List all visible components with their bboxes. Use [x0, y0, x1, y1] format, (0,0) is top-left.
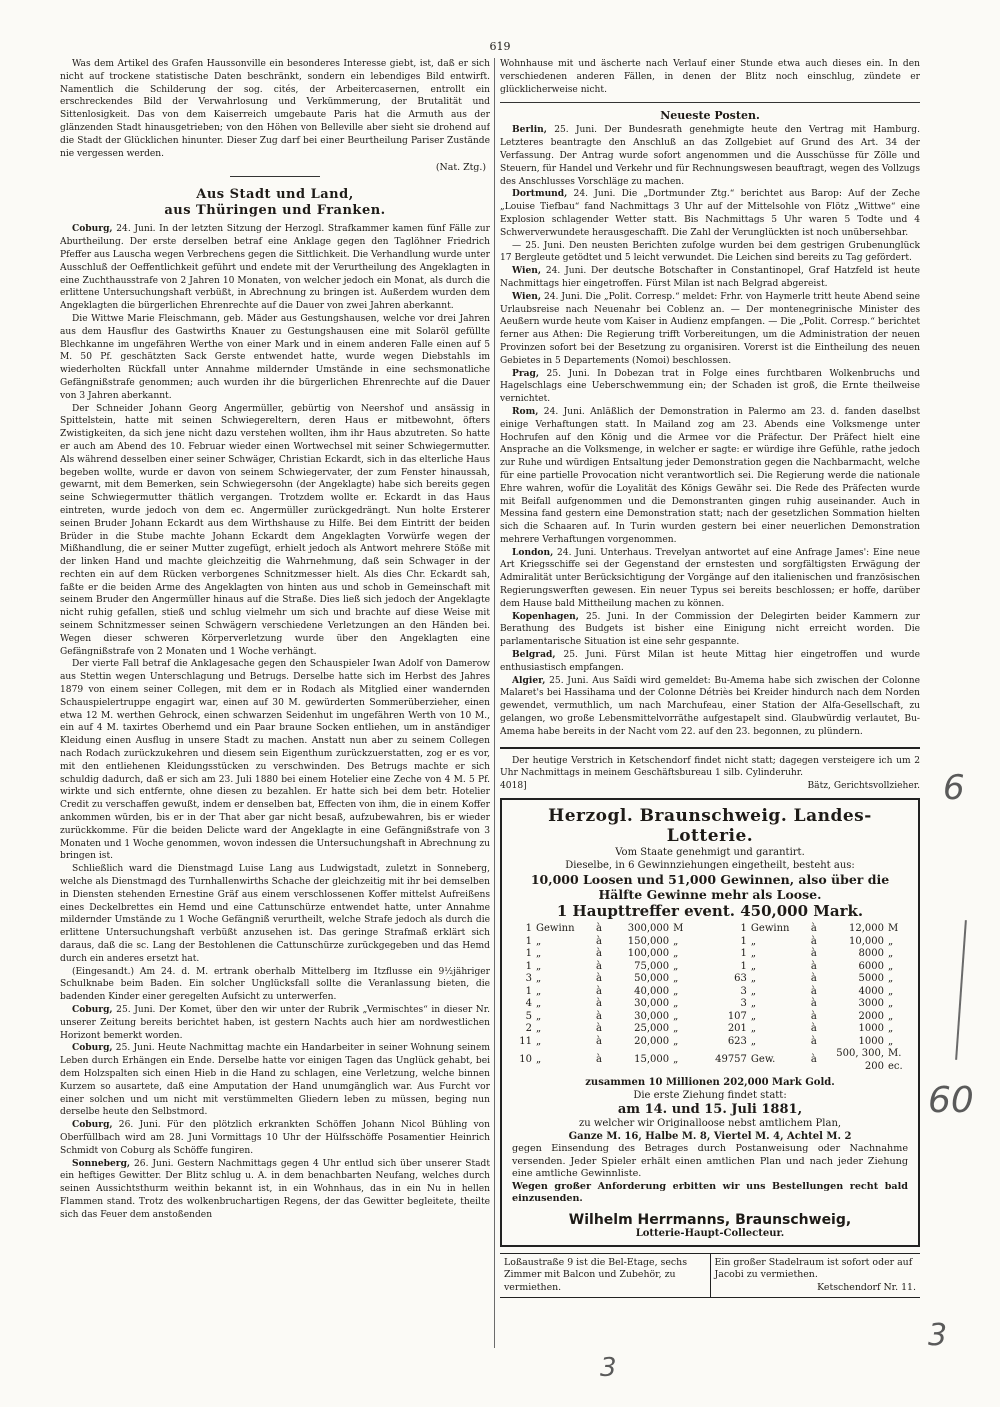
news-item: Kopenhagen, 25. Juni. In der Commission der Delegirten beider Kammern zur Berathung des Budgets ist bisher eine Einigung nicht erreicht worden. Die parlamentarische Situation ist eine sehr gespannte.: [500, 610, 920, 648]
dateline: Dortmund,: [512, 188, 568, 200]
prize-count: 49757: [715, 1054, 747, 1066]
prize-label: „: [536, 1054, 542, 1066]
news-item: Belgrad, 25. Juni. Fürst Milan ist heute Mittag hier eingetroffen und wurde enthusiastisch empfangen.: [500, 649, 920, 673]
prize-label: „: [750, 960, 757, 972]
prize-amount: 300,000: [627, 923, 670, 935]
article-paragraph: Die Wittwe Marie Fleischmann, geb. Mäder aus Gestungshausen, welche vor drei Jahren aus dem Hausflur des Gastwirths Knauer zu Gestungshausen eine mit Solaröl gefüllte Blechkanne im ungefähren Werthe von einer Mark und in einem anderen Falle einen auf 5 M. 50 Pf. geschätzten Sack Gerste entwendet hatte, wurde wegen Diebstahls im wiederholten Rückfall unter Annahme mildernder Umstände in eine sechsmonatliche Gefängnißstrafe genommen; auch wurden ihr die bürgerlichen Ehrenrechte auf die Dauer von 3 Jahren aberkannt.: [60, 313, 490, 401]
prize-count: 1: [525, 985, 532, 997]
news-item: Berlin, 25. Juni. Der Bundesrath genehmigte heute den Vertrag mit Hamburg. Letzteres beantragte den Anschluß an das Zollgebiet auf Grund des Art. 34 der Verfassung. Der Antrag wurde sofort angenommen und die Ausschüsse für Zölle und Steuern, für Handel und Verkehr und für Rechnungswesen beauftragt, wegen des Vollzugs des Anschlusses Vorschläge zu machen.: [500, 124, 920, 187]
separator: [230, 176, 320, 177]
lottery-headline: Hälfte Gewinne mehr als Loose.: [598, 887, 822, 903]
news-item: Coburg, 26. Juni. Für den plötzlich erkrankten Schöffen Johann Nicol Bühling von Oberfüllbach wird am 28. Juni Vormittags 10 Uhr der Hülfsschöffe Posamentier Heinrich Schmidt von Coburg als Schöffe fungiren.: [60, 1119, 490, 1156]
prize-unit: „: [673, 935, 679, 947]
prize-gap: [693, 961, 713, 974]
news-item: Coburg, 25. Juni. Heute Nachmittag machte ein Handarbeiter in seiner Wohnung seinem Leben durch Erhängen ein Ende. Derselbe hatte vor einigen Tagen das Unglück gehabt, bei dem Holzspalten sich einen Hieb in die Hand zu schlagen, eine Verletzung, welche binnen Kurzem so ausartete, daß eine Amputation der Hand unumgänglich war. Aus Furcht vor einer solchen und um nicht mit verstümmelten Gliedern leben zu müssen, beging nun derselbe heute den Selbstmord.: [60, 1042, 490, 1118]
prize-label: „: [536, 960, 542, 972]
prize-amount: 5000: [858, 973, 884, 985]
prize-prefix: à: [810, 960, 817, 972]
dateline: Coburg,: [72, 223, 113, 235]
prize-row: [512, 1023, 908, 1036]
prize-amount: 2000: [858, 1010, 884, 1022]
prize-count: 623: [727, 1035, 747, 1047]
prize-row: [512, 1011, 908, 1024]
prize-count: 11: [519, 1035, 532, 1047]
prize-row: [512, 961, 908, 974]
prize-prefix: à: [596, 998, 602, 1010]
news-item: Coburg, 24. Juni. In der letzten Sitzung der Herzogl. Strafkammer kamen fünf Fälle zur Aburtheilung. Der erste derselben betraf eine Anklage gegen den Taglöhner Friedrich Pfeffer aus Lauscha wegen Verbrechens gegen die Sittlichkeit. Die Verhandlung wurde unter Ausschluß der Oeffentlichkeit geführt und endete mit der Verurtheilung des Angeklagten in eine Zuchthausstrafe von 2 Jahren 10 Monaten, von welcher jedoch ein Monat, als durch die erlittene Untersuchungshaft verbüßt, in Abrechnung zu bringen ist. Außerdem wurden dem Angeklagten die bürgerlichen Ehrenrechte auf die Dauer von zwei Jahren aberkannt.: [60, 223, 490, 312]
prize-amount: 1000: [858, 1035, 884, 1047]
prize-unit: M: [888, 923, 899, 935]
prize-gap: [693, 948, 713, 961]
dateline: Rom,: [512, 405, 539, 417]
prize-count: 1: [525, 948, 532, 960]
prize-count: 4: [525, 998, 532, 1010]
dateline: Sonneberg,: [72, 1157, 131, 1169]
notice-reference: 4018]: [500, 781, 527, 792]
dateline: London,: [512, 546, 554, 558]
prize-amount: 50,000: [634, 973, 670, 985]
prize-unit: „: [888, 935, 894, 947]
prize-prefix: à: [596, 985, 602, 997]
prize-unit: „: [888, 998, 894, 1010]
news-item: Sonneberg, 26. Juni. Gestern Nachmittags gegen 4 Uhr entlud sich über unserer Stadt ein heftiges Gewitter. Der Blitz schlug u. A. in dem benachbarten Neufang, welches durch seinen Aussichtsthurm weithin bekannt ist, in ein Wohnhaus, das in ein Nu in hellen Flammen stand. Trotz des wolkenbruchartigen Regens, der das Gewitter begleitete, theilte sich das Feuer dem anstoßenden: [60, 1157, 490, 1220]
dateline: Coburg,: [72, 1042, 113, 1054]
prize-prefix: à: [596, 948, 602, 960]
article-paragraph: Schließlich ward die Dienstmagd Luise Lang aus Ludwigstadt, zuletzt in Sonneberg, welche als Dienstmagd des Turnhallenwirths Schache der gleichzeitig mit ihr bei demselben in Diensten stehenden Ernestine Gräf aus einem verschlossenen Koffer mittelst Aufreißens eines Deckelbrettes ein Hemd und eine Cattunschürze entwendet hatte, unter Annahme mildernder Umstände zu 1 Woche Gefängniß verurtheilt, welche Strafe jedoch als durch die erlittene Untersuchungshaft verbüßt anzusehen ist. Das geringe Strafmaß erklärt sich daraus, daß die sc. Lang der Bestohlenen die Cattunschürze zurückgegeben und das Hemd durch ein anderes ersetzt hat.: [60, 864, 490, 964]
dateline: Wien,: [512, 265, 542, 277]
prize-prefix: à: [810, 935, 817, 947]
prize-amount: 25,000: [634, 1023, 670, 1035]
prize-label: „: [750, 1035, 757, 1047]
prize-prefix: à: [810, 1054, 817, 1066]
prize-gap: [693, 1023, 713, 1036]
prize-label: „: [750, 998, 757, 1010]
news-item: Dortmund, 24. Juni. Die „Dortmunder Ztg.“ berichtet aus Barop: Auf der Zeche „Louise Tiefbau“ fand Nachmittags 3 Uhr auf der Mittelsohle von Flötz „Wittwe“ eine Explosion schlagender Wetter statt. Bis Nachmittags 5 Uhr waren 5 Todte und 4 Schwerverwundete herausgeschafft. Die Zahl der Verunglückten ist noch unübersehbar.: [500, 188, 920, 238]
prize-row: [512, 986, 908, 999]
prize-row: [512, 936, 908, 949]
prize-unit: M. ec.: [888, 1048, 903, 1072]
prize-count: 1: [525, 935, 532, 947]
prize-prefix: à: [596, 1035, 602, 1047]
dateline: Kopenhagen,: [512, 610, 579, 622]
handwritten-annotation: 60: [928, 1080, 974, 1121]
prize-gap: [693, 1036, 713, 1049]
classified-text: Loßaustraße 9 ist die Bel-Etage, sechs Zimmer mit Balcon und Zubehör, zu vermiethen.: [504, 1256, 688, 1293]
prize-prefix: à: [810, 923, 817, 935]
prize-unit: „: [888, 973, 894, 985]
news-item: Wien, 24. Juni. Die „Polit. Corresp.“ meldet: Frhr. von Haymerle tritt heute Abend seine Urlaubsreise nach Neuenahr bei Coblenz an. — Der montenegrinische Minister des Aeußern wurde heute vom Kaiser in Audienz empfangen. — Die „Polit. Corresp.“ berichtet ferner aus Athen: Die Regierung trifft Vorbereitungen, um die Administration der neuen Provinzen sofort bei der Besetzung zu organisiren. Vorerst ist die Eintheilung des neuen Gebietes in 5 Departements (Nomoi) beschlossen.: [500, 290, 920, 366]
left-column: [60, 58, 490, 1358]
prize-label: „: [750, 973, 757, 985]
prize-prefix: à: [596, 1054, 602, 1066]
prize-count: 3: [740, 998, 747, 1010]
prize-label: Gewinn: [750, 923, 790, 935]
prize-amount: 12,000: [849, 923, 884, 935]
prize-unit: M: [673, 923, 684, 935]
prize-amount: 30,000: [634, 998, 670, 1010]
lottery-intro: Dieselbe, in 6 Gewinnziehungen eingetheilt, besteht aus:: [565, 860, 855, 872]
prize-unit: „: [888, 1035, 894, 1047]
prize-label: „: [536, 973, 542, 985]
prize-label: Gew.: [750, 1054, 776, 1066]
prize-count: 3: [740, 985, 747, 997]
right-column: [500, 58, 920, 1358]
lottery-headline: 10,000 Loosen und 51,000 Gewinnen, also über die: [530, 872, 890, 888]
news-item: Rom, 24. Juni. Anläßlich der Demonstration in Palermo am 23. d. fanden daselbst einige Verhaftungen statt. In Mailand zog am 23. Abends eine Volksmenge unter Hochrufen auf den König und die Armee vor die Präfectur. Der Präfect hielt eine Ansprache an die Volksmenge, in welcher er sagte: er würdige ihre Gefühle, rathe jedoch zur Ruhe und würdigen Entsaltung jeder Demonstration gegen die Nachbarmacht, welche für eine partielle Provocation nicht verantwortlich sei. Die Regierung werde die nationale Ehre wahren, wofür die Loyalität des Königs Gewähr sei. Die Rede des Präfecten wurde mit Beifall aufgenommen und die Demonstranten gingen ruhig auseinander. Auch in Messina fand gestern eine Demonstration statt; nach der gesetzlichen Sommation hielten sich die Schaaren auf. In Turin wurden gestern bei einer neuerlichen Demonstration mehrere Verhaftungen vorgenommen.: [500, 405, 920, 545]
prize-amount: 4000: [858, 985, 884, 997]
prize-unit: „: [888, 948, 894, 960]
prize-prefix: à: [810, 1023, 817, 1035]
prize-label: „: [750, 1023, 757, 1035]
prize-prefix: à: [810, 998, 817, 1010]
prize-amount: 10,000: [849, 935, 884, 947]
prize-label: „: [536, 998, 542, 1010]
page-number: 619: [489, 40, 511, 53]
lottery-draw-dates: am 14. und 15. Juli 1881,: [617, 1102, 803, 1118]
news-item: Wien, 24. Juni. Der deutsche Botschafter in Constantinopel, Graf Hatzfeld ist heute Nachmittags hier eingetroffen. Fürst Milan ist nach Belgrad abgereist.: [500, 265, 920, 289]
prize-amount: 8000: [858, 948, 884, 960]
prize-count: 1: [740, 948, 747, 960]
prize-count: 201: [727, 1023, 747, 1035]
handwritten-annotation: 3: [928, 1318, 948, 1353]
prize-prefix: à: [596, 935, 602, 947]
dateline: Wien,: [512, 290, 542, 302]
prize-gap: [693, 986, 713, 999]
dateline: Prag,: [512, 367, 540, 379]
prize-gap: [693, 923, 713, 936]
prize-label: „: [536, 1035, 542, 1047]
prize-unit: „: [673, 1035, 679, 1047]
prize-amount: 3000: [858, 998, 884, 1010]
section-subheading: aus Thüringen und Franken.: [164, 203, 386, 219]
prize-table: [512, 923, 908, 1073]
article-paragraph: Der vierte Fall betraf die Anklagesache gegen den Schauspieler Iwan Adolf von Damerow aus Stettin wegen Unterschlagung und Betrugs. Derselbe hatte sich im Herbst des Jahres 1879 von einem seiner Collegen, mit dem er in Rodach als Mitglied einer wandernden Schauspielertruppe engagirt war, einen auf 30 M. gewürderten Sommerüberzieher, einen etwa 12 M. werthen Gehrock, einen schwarzen Seidenhut im ungefähren Werth von 10 M., ein auf 4 M. taxirtes Oberhemd und ein Paar braune Socken entliehen, um in anständiger Kleidung einen Ausflug in unsere Stadt zu machen. Anstatt nun aber zu seinem Collegen nach Rodach zurückzukehren und diesem sein Eigenthum zurückzuerstatten, zog er es vor, mit den entliehenen Kleidungsstücken zu verschwinden. Des Betrugs machte er sich schuldig dadurch, daß er sich am 23. Juli 1880 bei einem Hotelier eine Zeche von 4 M. 5 Pf. wirkte und sich entfernte, ohne diesen zu bezahlen. Er hatte sich bei dem betr. Hotelier Credit zu verschaffen gewußt, indem er denselben bat, Effecten von ihm, die in einem Koffer ankommen würden, bis er in der That aber gar nicht besaß, aufzubewahren, bis er wieder zurückkomme. Für die beiden Delicte ward der Angeklagte in eine Gefängnißstrafe von 3 Monaten und 1 Woche genommen, wovon indessen die Untersuchungshaft in Abrechnung zu bringen ist.: [60, 659, 490, 862]
prize-label: „: [536, 1010, 542, 1022]
prize-count: 1: [740, 935, 747, 947]
prize-row: [512, 1048, 908, 1073]
prize-count: 1: [525, 960, 532, 972]
separator: [500, 747, 920, 749]
prize-gap: [693, 973, 713, 986]
prize-label: „: [536, 985, 542, 997]
prize-amount: 15,000: [634, 1054, 670, 1066]
prize-label: „: [750, 948, 757, 960]
news-item: — 25. Juni. Den neusten Berichten zufolge wurden bei dem gestrigen Grubenunglück 17 Bergleute getödtet und 5 leicht verwundet. Die Leichen sind bereits zu Tag gefördert.: [500, 240, 920, 264]
prize-label: „: [750, 935, 757, 947]
article-paragraph: Der Schneider Johann Georg Angermüller, gebürtig von Neershof und ansässig in Spittelstein, hatte mit seinen Schwiegereltern, deren Haus er mitbewohnt, öfters Zwistigkeiten, da sich jene nicht dazu verstehen wollten, ihm ihr Haus abzutreten. So hatte er auch am Abend des 10. Februar wieder einen Wortwechsel mit seiner Schwiegermutter. Als während desselben einer seiner Schwäger, Christian Eckardt, sich in das elterliche Haus begeben wollte, wurde er davon von seinem Schwiegervater, der zum Fenster hinaussah, gewarnt, mit dem Bemerken, sein Schwiegersohn (der Angeklagte) habe sich bereits gegen seine Schwiegermutter thätlich vergangen. Trotzdem wollte er. Eckardt in das Haus eintreten, wurde jedoch von dem ec. Angermüller zurückgedrängt. Nun holte Ersterer seinen Bruder Johann Eckardt aus dem Wirthshause zu Hilfe. Bei dem Eintritt der beiden Brüder in die Stube machte Johann Eckardt dem Angeklagten Vorwürfe wegen der Mißhandlung, die er seiner Mutter zugefügt, erhielt jedoch als Antwort mehrere Stöße mit der linken Hand und machte gleichzeitig die Wahrnehmung, daß sein Schwager in der rechten ein auf dem Rücken verborgenes Schnitzmesser hielt. Als dies Chr. Eckardt sah, faßte er die beiden Arme des Angeklagten von hinten aus und schob in Gemeinschaft mit seinem Bruder den Angermüller hinaus auf die Straße. Dies ließ sich jedoch der Angeklagte nicht ruhig gefallen, stieß und schlug vielmehr um sich und brachte auf diese Weise mit seinem Schnitzmesser seinen Schwägern verschiedene Verletzungen an den Händen bei. Wegen dieser schweren Körperverletzung wurde über den Angeklagten eine Gefängnißstrafe von 2 Monaten und 1 Woche verhängt.: [60, 403, 490, 657]
lottery-text: gegen Einsendung des Betrages durch Postanweisung oder Nachnahme versenden. Jeder Spieler erhält einen amtlichen Plan und nach jeder Ziehung eine amtliche Gewinnliste.: [512, 1143, 908, 1180]
classified-signature: Ketschendorf Nr. 11.: [817, 1281, 916, 1293]
dateline: Coburg,: [72, 1003, 113, 1015]
column-divider: [494, 58, 495, 1348]
lottery-advertisement: [500, 798, 920, 1247]
prize-unit: „: [673, 973, 679, 985]
article-paragraph: (Eingesandt.) Am 24. d. M. ertrank oberhalb Mittelberg im Itzflusse ein 9½jähriger Schulknabe beim Baden. Ein solcher Unglücksfall sollte die Veranlassung bieten, die badenden Kinder einer geregelten Aufsicht zu unterwerfen.: [60, 966, 490, 1003]
prize-unit: „: [888, 960, 894, 972]
prize-amount: 150,000: [627, 935, 670, 947]
separator: [500, 102, 920, 103]
prize-count: 2: [525, 1023, 532, 1035]
prize-unit: „: [673, 985, 679, 997]
prize-row: [512, 1036, 908, 1049]
notice-signature: Bätz, Gerichtsvollzieher.: [807, 781, 920, 792]
prize-count: 1: [740, 923, 747, 935]
prize-row: [512, 923, 908, 936]
prize-prefix: à: [810, 973, 817, 985]
lottery-orig: zu welcher wir Originalloose nebst amtlichem Plan,: [578, 1118, 842, 1130]
handwritten-annotation: 6: [943, 768, 965, 808]
prize-amount: 1000: [858, 1023, 884, 1035]
dateline: Berlin,: [512, 124, 547, 136]
auction-notice: [500, 755, 920, 793]
prize-unit: „: [888, 985, 894, 997]
lottery-firm: Wilhelm Herrmanns, Braunschweig,: [568, 1211, 852, 1228]
prize-gap: [693, 1048, 713, 1073]
lottery-total: zusammen 10 Millionen 202,000 Mark Gold.: [585, 1077, 835, 1089]
lottery-role: Lotterie-Haupt-Collecteur.: [635, 1227, 785, 1239]
prize-prefix: à: [810, 948, 817, 960]
prize-count: 10: [519, 1054, 532, 1066]
article-paragraph: Was dem Artikel des Grafen Haussonville ein besonderes Interesse giebt, ist, daß er sich nicht auf trockene statistische Daten beschränkt, sondern ein lebendiges Bild entwirft. Namentlich die Schilderung der sog. cités, der Arbeitercasernen, entrollt ein erschreckendes Bild der Verwahrlosung und Verkümmerung, der Brutalität und Sittenlosigkeit. Das von dem Kaiserreich umgebaute Paris hat die Armuth aus der glänzenden Stadt hinausgetrieben; von den Höhen von Belleville aber sieht sie drohend auf die Stadt der Glücklichen hinunter. Dieser Zug darf bei einer Beurtheilung Pariser Zustände nie vergessen werden.: [60, 59, 490, 159]
prize-count: 1: [740, 960, 747, 972]
prize-gap: [693, 936, 713, 949]
section-heading: Neueste Posten.: [660, 109, 760, 123]
prize-unit: „: [673, 998, 679, 1010]
prize-row: [512, 998, 908, 1011]
prize-prefix: à: [810, 1010, 817, 1022]
prize-amount: 75,000: [634, 960, 670, 972]
lottery-jackpot: 1 Haupttreffer event. 450,000 Mark.: [556, 902, 864, 921]
prize-prefix: à: [810, 1035, 817, 1047]
pencil-mark: [955, 920, 967, 1060]
lottery-title: Herzogl. Braunschweig. Landes-Lotterie.: [548, 806, 872, 847]
prize-amount: 20,000: [634, 1035, 670, 1047]
prize-count: 5: [525, 1010, 532, 1022]
article-source: (Nat. Ztg.): [435, 162, 486, 174]
prize-amount: 30,000: [634, 1010, 670, 1022]
notice-text: Der heutige Verstrich in Ketschendorf findet nicht statt; dagegen versteigere ich um 2 Uhr Nachmittags in meinem Geschäftsbureau 1 silb. Cylinderuhr.: [500, 755, 920, 779]
prize-gap: [693, 1011, 713, 1024]
classified-ad: [500, 1254, 710, 1298]
lottery-request: Wegen großer Anforderung erbitten wir uns Bestellungen recht bald einzusenden.: [512, 1180, 908, 1205]
prize-amount: 500, 300, 200: [836, 1048, 884, 1072]
prize-count: 1: [525, 923, 532, 935]
classified-ad: [710, 1254, 921, 1298]
dateline: Coburg,: [72, 1119, 113, 1131]
dateline: Belgrad,: [512, 649, 556, 661]
news-item: Coburg, 25. Juni. Der Komet, über den wir unter der Rubrik „Vermischtes“ in dieser Nr. unserer Zeitung bereits berichtet haben, ist gestern Nachts auch hier am nordwestlichen Horizont bemerkt worden.: [60, 1003, 490, 1041]
classified-ads: [500, 1253, 920, 1299]
classified-text: Ein großer Stadelraum ist sofort oder auf Jacobi zu vermiethen.: [714, 1256, 913, 1281]
prize-count: 3: [525, 973, 532, 985]
prize-count: 107: [727, 1010, 747, 1022]
notice-footer: [500, 780, 920, 792]
prize-row: [512, 948, 908, 961]
prize-prefix: à: [596, 973, 602, 985]
handwritten-annotation: 3: [600, 1353, 617, 1383]
lottery-draw-intro: Die erste Ziehung findet statt:: [633, 1090, 787, 1102]
prize-unit: „: [673, 1054, 679, 1066]
prize-unit: „: [888, 1023, 894, 1035]
prize-amount: 40,000: [634, 985, 670, 997]
lottery-prices: Ganze M. 16, Halbe M. 8, Viertel M. 4, Achtel M. 2: [568, 1131, 852, 1143]
prize-prefix: à: [810, 985, 817, 997]
prize-prefix: à: [596, 1023, 602, 1035]
dateline: Algier,: [512, 674, 546, 686]
prize-label: „: [536, 935, 542, 947]
prize-unit: „: [673, 948, 679, 960]
prize-label: Gewinn: [536, 923, 575, 935]
prize-prefix: à: [596, 960, 602, 972]
lottery-subtitle: Vom Staate genehmigt und garantirt.: [615, 847, 805, 859]
prize-unit: „: [673, 1010, 679, 1022]
prize-gap: [693, 998, 713, 1011]
article-paragraph: Wohnhause mit und äscherte nach Verlauf einer Stunde etwa auch dieses ein. In den verschiedenen anderen Fällen, in denen der Blitz noch einschlug, zündete er glücklicherweise nicht.: [500, 59, 920, 95]
section-heading: Aus Stadt und Land,: [196, 187, 354, 203]
news-item: Algier, 25. Juni. Aus Saïdi wird gemeldet: Bu-Amema habe sich zwischen der Colonne Malaret's bei Hassihama und der Colonne Détriès bei Kreider hindurch nach dem Norden gewendet, vermuthlich, um nach Marchufeau, einer Station der Alfa-Gesellschaft, zu gelangen, wo große Lebensmittelvorräthe aufgestapelt sind. Glaubwürdig verlautet, Bu-Amema habe bereits in der Nacht vom 22. auf den 23. begonnen, zu plündern.: [500, 674, 920, 737]
prize-prefix: à: [596, 923, 602, 935]
prize-label: „: [750, 1010, 757, 1022]
news-item: London, 24. Juni. Unterhaus. Trevelyan antwortet auf eine Anfrage James': Eine neue Art Kriegsschiffe sei der Gegenstand der ernstesten und sorgfältigsten Erwägung der Admiralität unter Berücksichtigung der Vorgänge auf den italienischen und französischen Regierungswerften gewesen. Ein neuer Typus sei bereits beschlossen; er hoffe, darüber dem Hause bald Mittheilung machen zu können.: [500, 546, 920, 609]
prize-unit: „: [673, 960, 679, 972]
prize-amount: 6000: [858, 960, 884, 972]
prize-row: [512, 973, 908, 986]
prize-count: 63: [734, 973, 747, 985]
prize-unit: „: [673, 1023, 679, 1035]
news-item: Prag, 25. Juni. In Dobezan trat in Folge eines furchtbaren Wolkenbruchs und Hagelschlags eine Ueberschwemmung ein; der Schaden ist groß, die Ernte theilweise vernichtet.: [500, 367, 920, 405]
prize-label: „: [536, 948, 542, 960]
prize-label: „: [536, 1023, 542, 1035]
prize-amount: 100,000: [627, 948, 670, 960]
prize-prefix: à: [596, 1010, 602, 1022]
prize-label: „: [750, 985, 757, 997]
prize-unit: „: [888, 1010, 894, 1022]
